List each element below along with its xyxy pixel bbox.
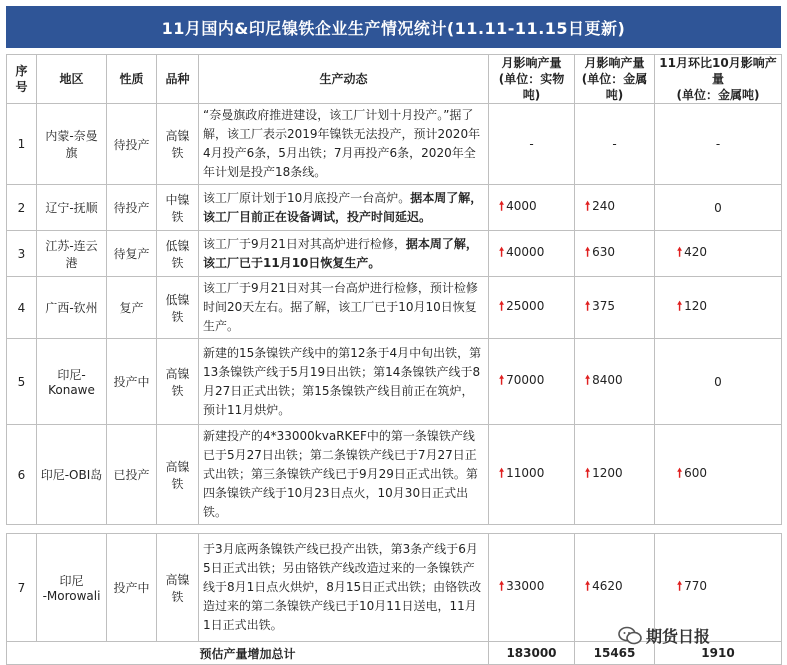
- row-no: 5: [7, 339, 37, 425]
- total-mom: 1910: [655, 642, 782, 665]
- row-region: 内蒙-奈曼旗: [37, 104, 107, 185]
- row-impact-metal: -: [575, 104, 655, 185]
- watermark-text: 期货日报: [646, 627, 711, 646]
- row-mom: 🠕 120: [655, 277, 782, 339]
- row-grade: 低镍铁: [157, 231, 199, 277]
- table-row: [7, 277, 782, 339]
- row-nature: 待投产: [107, 104, 157, 185]
- row-region: 江苏-连云港: [37, 231, 107, 277]
- up-arrow-icon: 🠕: [499, 245, 505, 259]
- row-mom: 0: [655, 339, 782, 425]
- row-dynamics: [199, 231, 489, 277]
- row-impact-metal: 🠕 240: [575, 185, 655, 231]
- row-grade: 高镍铁: [157, 104, 199, 185]
- row-grade: 高镍铁: [157, 425, 199, 525]
- row-grade: 高镍铁: [157, 534, 199, 642]
- row-impact-metal: 🠕 4620: [575, 534, 655, 642]
- row-impact-physical: 🠕 4000: [489, 185, 575, 231]
- row-nature: 复产: [107, 277, 157, 339]
- production-table: [6, 54, 782, 665]
- row-dynamics: [199, 534, 489, 642]
- col-header-nature: 性质: [107, 55, 157, 104]
- up-arrow-icon: 🠕: [499, 579, 505, 593]
- row-gap: [7, 525, 782, 534]
- row-region: 印尼 -Morowali: [37, 534, 107, 642]
- up-arrow-icon: 🠕: [585, 199, 591, 213]
- col-header-dynamics: 生产动态: [199, 55, 489, 104]
- row-no: 2: [7, 185, 37, 231]
- row-dynamics: [199, 339, 489, 425]
- row-dynamics: [199, 425, 489, 525]
- dynamics-text: 新建投产的4*33000kvaRKEF中的第一条镍铁产线已于5月27日出铁；第二条镍铁产线已于7月27日正式出铁；第三条镍铁产线已于9月29日正式出铁。第四条镍铁产线于10月23日点火，10月30日正式出铁。: [203, 429, 478, 519]
- row-grade: 中镍铁: [157, 185, 199, 231]
- table-row: [7, 339, 782, 425]
- up-arrow-icon: 🠕: [585, 299, 591, 313]
- up-arrow-icon: 🠕: [677, 466, 683, 480]
- col-header-grade: 品种: [157, 55, 199, 104]
- row-nature: 待复产: [107, 231, 157, 277]
- row-mom: 🠕 600: [655, 425, 782, 525]
- row-impact-physical: 🠕 33000: [489, 534, 575, 642]
- dynamics-highlight: 据本周了解，该工厂已于11月10日恢复生产。: [203, 236, 478, 270]
- row-nature: 投产中: [107, 339, 157, 425]
- row-region: 印尼-OBI岛: [37, 425, 107, 525]
- row-region: 广西-钦州: [37, 277, 107, 339]
- col-header-impact-metal: 月影响产量 (单位：金属吨): [575, 55, 655, 104]
- row-impact-metal: 🠕 630: [575, 231, 655, 277]
- row-impact-metal: 🠕 1200: [575, 425, 655, 525]
- dynamics-text: “奈曼旗政府推进建设，该工厂计划十月投产。”据了解，该工厂表示2019年镍铁无法投产，预计2020年4月投产6条，5月出铁；7月再投产6条，2020年全年计划是投产18条线。: [203, 108, 481, 179]
- dynamics-highlight: 据本周了解，该工厂目前正在设备调试，投产时间延迟。: [203, 190, 483, 224]
- dynamics-text: 该工厂于9月21日对其一台高炉进行检修，预计检修时间20天左右。据了解，该工厂已于10月10日恢复生产。: [203, 281, 478, 333]
- row-nature: 投产中: [107, 534, 157, 642]
- row-region: 印尼-Konawe: [37, 339, 107, 425]
- total-physical: 183000: [489, 642, 575, 665]
- row-impact-physical: 🠕 40000: [489, 231, 575, 277]
- dynamics-text: 于3月底两条镍铁产线已投产出铁，第3条产线于6月5日正式出铁；另由铬铁产线改造过来的一条镍铁产线于8月1日点火烘炉，8月15日正式出铁；由铬铁改造过来的第二条镍铁产线已于10月11日送电，11月1日正式出铁。: [203, 542, 482, 632]
- table-row: [7, 104, 782, 185]
- dynamics-text: 该工厂原计划于10月底投产一台高炉。: [203, 190, 411, 205]
- row-nature: 已投产: [107, 425, 157, 525]
- row-no: 7: [7, 534, 37, 642]
- header-row: [7, 55, 782, 104]
- watermark: [618, 624, 710, 647]
- up-arrow-icon: 🠕: [585, 579, 591, 593]
- row-impact-physical: -: [489, 104, 575, 185]
- dynamics-text: 新建的15条镍铁产线中的第12条于4月中旬出铁，第13条镍铁产线于5月19日出铁；第14条镍铁产线于8月27日正式出铁；第15条镍铁产线目前正在筑炉，预计11月烘炉。: [203, 345, 482, 417]
- row-nature: 待投产: [107, 185, 157, 231]
- row-grade: 低镍铁: [157, 277, 199, 339]
- row-impact-metal: 🠕 8400: [575, 339, 655, 425]
- up-arrow-icon: 🠕: [499, 199, 505, 213]
- row-mom: -: [655, 104, 782, 185]
- row-mom: 🠕 770: [655, 534, 782, 642]
- row-no: 6: [7, 425, 37, 525]
- dynamics-text: 该工厂于9月21日对其高炉进行检修，: [203, 236, 406, 251]
- wechat-icon: [618, 626, 642, 646]
- table-row: [7, 425, 782, 525]
- col-header-impact-physical: 月影响产量 (单位：实物吨): [489, 55, 575, 104]
- up-arrow-icon: 🠕: [499, 466, 505, 480]
- row-mom: 🠕 420: [655, 231, 782, 277]
- table-row: [7, 185, 782, 231]
- up-arrow-icon: 🠕: [499, 373, 505, 387]
- up-arrow-icon: 🠕: [585, 373, 591, 387]
- up-arrow-icon: 🠕: [677, 579, 683, 593]
- table-title: 11月国内&印尼镍铁企业生产情况统计(11.11-11.15日更新): [6, 6, 781, 48]
- row-no: 3: [7, 231, 37, 277]
- row-dynamics: [199, 277, 489, 339]
- up-arrow-icon: 🠕: [677, 245, 683, 259]
- row-region: 辽宁-抚顺: [37, 185, 107, 231]
- up-arrow-icon: 🠕: [585, 245, 591, 259]
- row-impact-metal: 🠕 375: [575, 277, 655, 339]
- row-no: 4: [7, 277, 37, 339]
- row-dynamics: [199, 185, 489, 231]
- row-mom: 0: [655, 185, 782, 231]
- col-header-region: 地区: [37, 55, 107, 104]
- total-label: 预估产量增加总计: [7, 642, 489, 665]
- col-header-mom: 11月环比10月影响产量 (单位：金属吨): [655, 55, 782, 104]
- table-row: [7, 231, 782, 277]
- row-dynamics: [199, 104, 489, 185]
- row-impact-physical: 🠕 70000: [489, 339, 575, 425]
- row-grade: 高镍铁: [157, 339, 199, 425]
- up-arrow-icon: 🠕: [585, 466, 591, 480]
- up-arrow-icon: 🠕: [499, 299, 505, 313]
- row-no: 1: [7, 104, 37, 185]
- up-arrow-icon: 🠕: [677, 299, 683, 313]
- row-impact-physical: 🠕 25000: [489, 277, 575, 339]
- total-metal: 15465: [575, 642, 655, 665]
- col-header-no: 序号: [7, 55, 37, 104]
- row-impact-physical: 🠕 11000: [489, 425, 575, 525]
